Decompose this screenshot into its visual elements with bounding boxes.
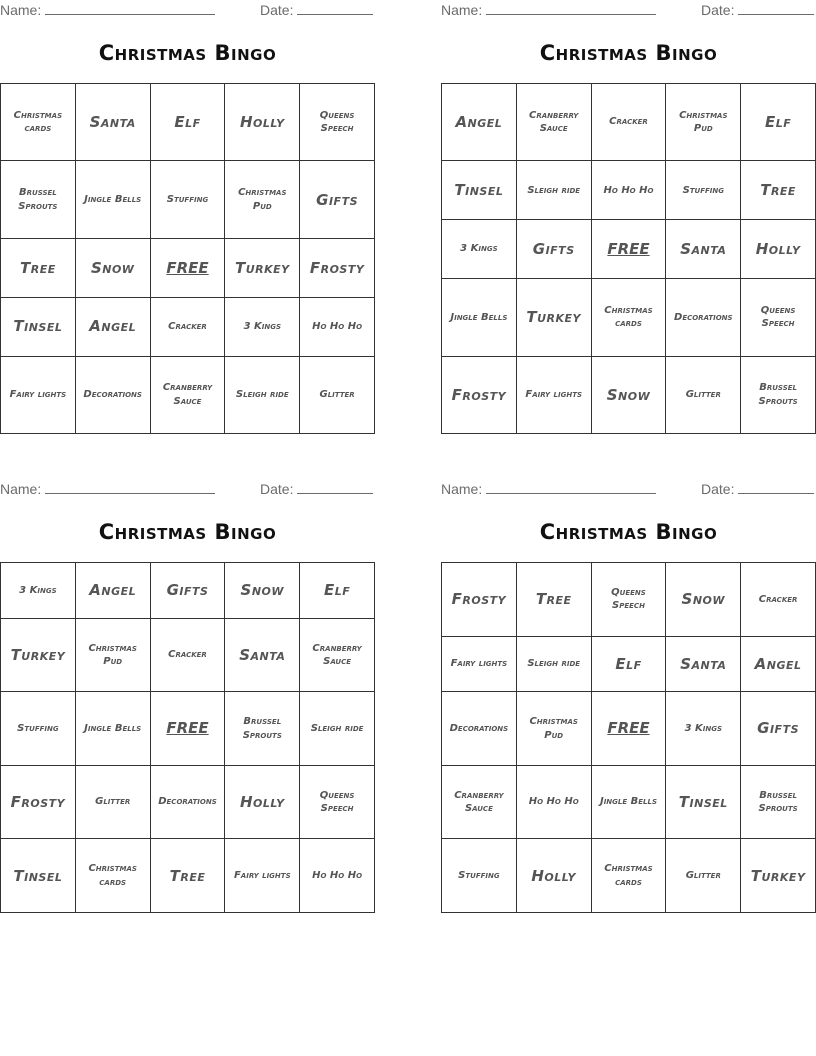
bingo-cell: 3 Kings bbox=[225, 297, 300, 356]
bingo-row bbox=[442, 84, 816, 161]
bingo-cell: Snow bbox=[225, 563, 300, 619]
bingo-row bbox=[442, 356, 816, 434]
bingo-cell: Gifts bbox=[150, 563, 225, 619]
name-label: Name: bbox=[0, 481, 42, 497]
bingo-cell: Holly bbox=[225, 765, 300, 839]
bingo-cell: Tree bbox=[150, 839, 225, 913]
bingo-cell: Angel bbox=[442, 84, 517, 161]
name-field bbox=[0, 2, 215, 18]
bingo-cell: Decorations bbox=[442, 692, 517, 766]
bingo-grid bbox=[0, 83, 375, 434]
card-header bbox=[0, 0, 375, 22]
bingo-cell: Fairy lights bbox=[442, 636, 517, 692]
date-field bbox=[260, 481, 373, 497]
name-label: Name: bbox=[0, 2, 42, 18]
bingo-row bbox=[442, 692, 816, 766]
name-label: Name: bbox=[441, 2, 483, 18]
date-field bbox=[701, 481, 814, 497]
bingo-cell: Jingle Bells bbox=[75, 161, 150, 238]
bingo-cell: Frosty bbox=[442, 563, 517, 637]
date-label: Date: bbox=[701, 481, 735, 497]
bingo-cell: Glitter bbox=[666, 356, 741, 434]
name-line bbox=[45, 2, 215, 15]
bingo-cell: Ho Ho Ho bbox=[591, 161, 666, 220]
bingo-grid bbox=[0, 562, 375, 913]
bingo-cell: Elf bbox=[300, 563, 375, 619]
bingo-cell: Cranberry Sauce bbox=[300, 618, 375, 692]
bingo-cell: Gifts bbox=[516, 220, 591, 279]
bingo-cell: Ho Ho Ho bbox=[516, 765, 591, 839]
bingo-cell: Elf bbox=[741, 84, 816, 161]
bingo-cell: Gifts bbox=[300, 161, 375, 238]
bingo-cell: Glitter bbox=[666, 839, 741, 913]
bingo-cell: Christmas cards bbox=[75, 839, 150, 913]
name-field bbox=[0, 481, 215, 497]
date-field bbox=[701, 2, 814, 18]
bingo-cell: Christmas Pud bbox=[225, 161, 300, 238]
date-label: Date: bbox=[260, 2, 294, 18]
bingo-row bbox=[1, 297, 375, 356]
bingo-cell: Tree bbox=[741, 161, 816, 220]
name-line bbox=[45, 481, 215, 494]
bingo-cell: Glitter bbox=[300, 356, 375, 434]
bingo-cell: Frosty bbox=[1, 765, 76, 839]
bingo-row bbox=[1, 765, 375, 839]
bingo-cell: Snow bbox=[666, 563, 741, 637]
bingo-cell: Stuffing bbox=[442, 839, 517, 913]
bingo-cell: Decorations bbox=[666, 279, 741, 356]
bingo-cell: Angel bbox=[75, 297, 150, 356]
date-line bbox=[297, 2, 373, 15]
bingo-cell: Cranberry Sauce bbox=[516, 84, 591, 161]
name-line bbox=[486, 481, 656, 494]
bingo-cell: Queens Speech bbox=[741, 279, 816, 356]
bingo-cell: Cracker bbox=[591, 84, 666, 161]
bingo-cell: Holly bbox=[516, 839, 591, 913]
free-cell: FREE bbox=[591, 692, 666, 766]
bingo-row bbox=[442, 636, 816, 692]
bingo-cell: 3 Kings bbox=[666, 692, 741, 766]
bingo-row bbox=[1, 356, 375, 434]
bingo-cell: Turkey bbox=[741, 839, 816, 913]
bingo-cell: Queens Speech bbox=[300, 84, 375, 161]
bingo-cell: Christmas Pud bbox=[666, 84, 741, 161]
date-line bbox=[738, 2, 814, 15]
date-field bbox=[260, 2, 373, 18]
bingo-cell: Fairy lights bbox=[1, 356, 76, 434]
bingo-row bbox=[442, 161, 816, 220]
bingo-cell: Cracker bbox=[150, 618, 225, 692]
name-field bbox=[441, 481, 656, 497]
bingo-cell: Christmas Pud bbox=[516, 692, 591, 766]
bingo-cell: Cracker bbox=[741, 563, 816, 637]
bingo-cell: Christmas cards bbox=[1, 84, 76, 161]
bingo-cell: Elf bbox=[591, 636, 666, 692]
bingo-cell: Queens Speech bbox=[591, 563, 666, 637]
bingo-cell: 3 Kings bbox=[1, 563, 76, 619]
bingo-cell: Brussel Sprouts bbox=[1, 161, 76, 238]
bingo-cell: Turkey bbox=[1, 618, 76, 692]
bingo-cell: Christmas Pud bbox=[75, 618, 150, 692]
bingo-cell: Turkey bbox=[225, 238, 300, 297]
bingo-cell: Turkey bbox=[516, 279, 591, 356]
bingo-cell: Jingle Bells bbox=[75, 692, 150, 766]
bingo-row bbox=[1, 618, 375, 692]
bingo-cell: Tinsel bbox=[1, 297, 76, 356]
bingo-cell: 3 Kings bbox=[442, 220, 517, 279]
free-cell: FREE bbox=[591, 220, 666, 279]
bingo-cell: Brussel Sprouts bbox=[741, 765, 816, 839]
bingo-cell: Fairy lights bbox=[225, 839, 300, 913]
bingo-cell: Tinsel bbox=[666, 765, 741, 839]
bingo-cell: Santa bbox=[75, 84, 150, 161]
bingo-cell: Decorations bbox=[150, 765, 225, 839]
name-label: Name: bbox=[441, 481, 483, 497]
bingo-cell: Christmas cards bbox=[591, 279, 666, 356]
bingo-cell: Sleigh ride bbox=[300, 692, 375, 766]
bingo-cell: Elf bbox=[150, 84, 225, 161]
bingo-cell: Decorations bbox=[75, 356, 150, 434]
bingo-cell: Snow bbox=[75, 238, 150, 297]
bingo-cell: Queens Speech bbox=[300, 765, 375, 839]
bingo-cell: Cranberry Sauce bbox=[442, 765, 517, 839]
bingo-cell: Stuffing bbox=[1, 692, 76, 766]
date-label: Date: bbox=[701, 2, 735, 18]
bingo-cell: Stuffing bbox=[150, 161, 225, 238]
bingo-row bbox=[1, 161, 375, 238]
bingo-cell: Ho Ho Ho bbox=[300, 297, 375, 356]
free-cell: FREE bbox=[150, 238, 225, 297]
bingo-row bbox=[442, 279, 816, 356]
date-label: Date: bbox=[260, 481, 294, 497]
card-title: Christmas Bingo bbox=[539, 520, 718, 544]
bingo-cell: Frosty bbox=[300, 238, 375, 297]
bingo-cell: Gifts bbox=[741, 692, 816, 766]
bingo-cell: Jingle Bells bbox=[591, 765, 666, 839]
name-field bbox=[441, 2, 656, 18]
card-header bbox=[441, 479, 816, 501]
date-line bbox=[297, 481, 373, 494]
bingo-cell: Fairy lights bbox=[516, 356, 591, 434]
bingo-row bbox=[442, 563, 816, 637]
bingo-row bbox=[442, 765, 816, 839]
bingo-cell: Santa bbox=[666, 220, 741, 279]
bingo-row bbox=[1, 692, 375, 766]
bingo-row bbox=[442, 220, 816, 279]
card-title: Christmas Bingo bbox=[98, 41, 277, 65]
bingo-cell: Glitter bbox=[75, 765, 150, 839]
bingo-cell: Jingle Bells bbox=[442, 279, 517, 356]
bingo-cell: Frosty bbox=[442, 356, 517, 434]
bingo-cell: Santa bbox=[225, 618, 300, 692]
bingo-grid bbox=[441, 83, 816, 434]
bingo-cell: Sleigh ride bbox=[225, 356, 300, 434]
bingo-cell: Tinsel bbox=[442, 161, 517, 220]
bingo-cell: Brussel Sprouts bbox=[225, 692, 300, 766]
free-cell: FREE bbox=[150, 692, 225, 766]
bingo-cell: Sleigh ride bbox=[516, 161, 591, 220]
bingo-cell: Tree bbox=[1, 238, 76, 297]
bingo-cell: Stuffing bbox=[666, 161, 741, 220]
card-header bbox=[0, 479, 375, 501]
bingo-cell: Angel bbox=[741, 636, 816, 692]
bingo-cell: Sleigh ride bbox=[516, 636, 591, 692]
bingo-cell: Angel bbox=[75, 563, 150, 619]
card-title: Christmas Bingo bbox=[98, 520, 277, 544]
bingo-row bbox=[1, 84, 375, 161]
bingo-cell: Santa bbox=[666, 636, 741, 692]
card-header bbox=[441, 0, 816, 22]
bingo-cell: Cranberry Sauce bbox=[150, 356, 225, 434]
bingo-cell: Holly bbox=[225, 84, 300, 161]
bingo-cell: Christmas cards bbox=[591, 839, 666, 913]
bingo-cell: Ho Ho Ho bbox=[300, 839, 375, 913]
bingo-cell: Holly bbox=[741, 220, 816, 279]
bingo-cell: Tinsel bbox=[1, 839, 76, 913]
bingo-cell: Tree bbox=[516, 563, 591, 637]
bingo-row bbox=[1, 238, 375, 297]
bingo-grid bbox=[441, 562, 816, 913]
bingo-cell: Cracker bbox=[150, 297, 225, 356]
card-title: Christmas Bingo bbox=[539, 41, 718, 65]
bingo-row bbox=[442, 839, 816, 913]
name-line bbox=[486, 2, 656, 15]
date-line bbox=[738, 481, 814, 494]
bingo-cell: Brussel Sprouts bbox=[741, 356, 816, 434]
bingo-row bbox=[1, 839, 375, 913]
bingo-cell: Snow bbox=[591, 356, 666, 434]
bingo-row bbox=[1, 563, 375, 619]
